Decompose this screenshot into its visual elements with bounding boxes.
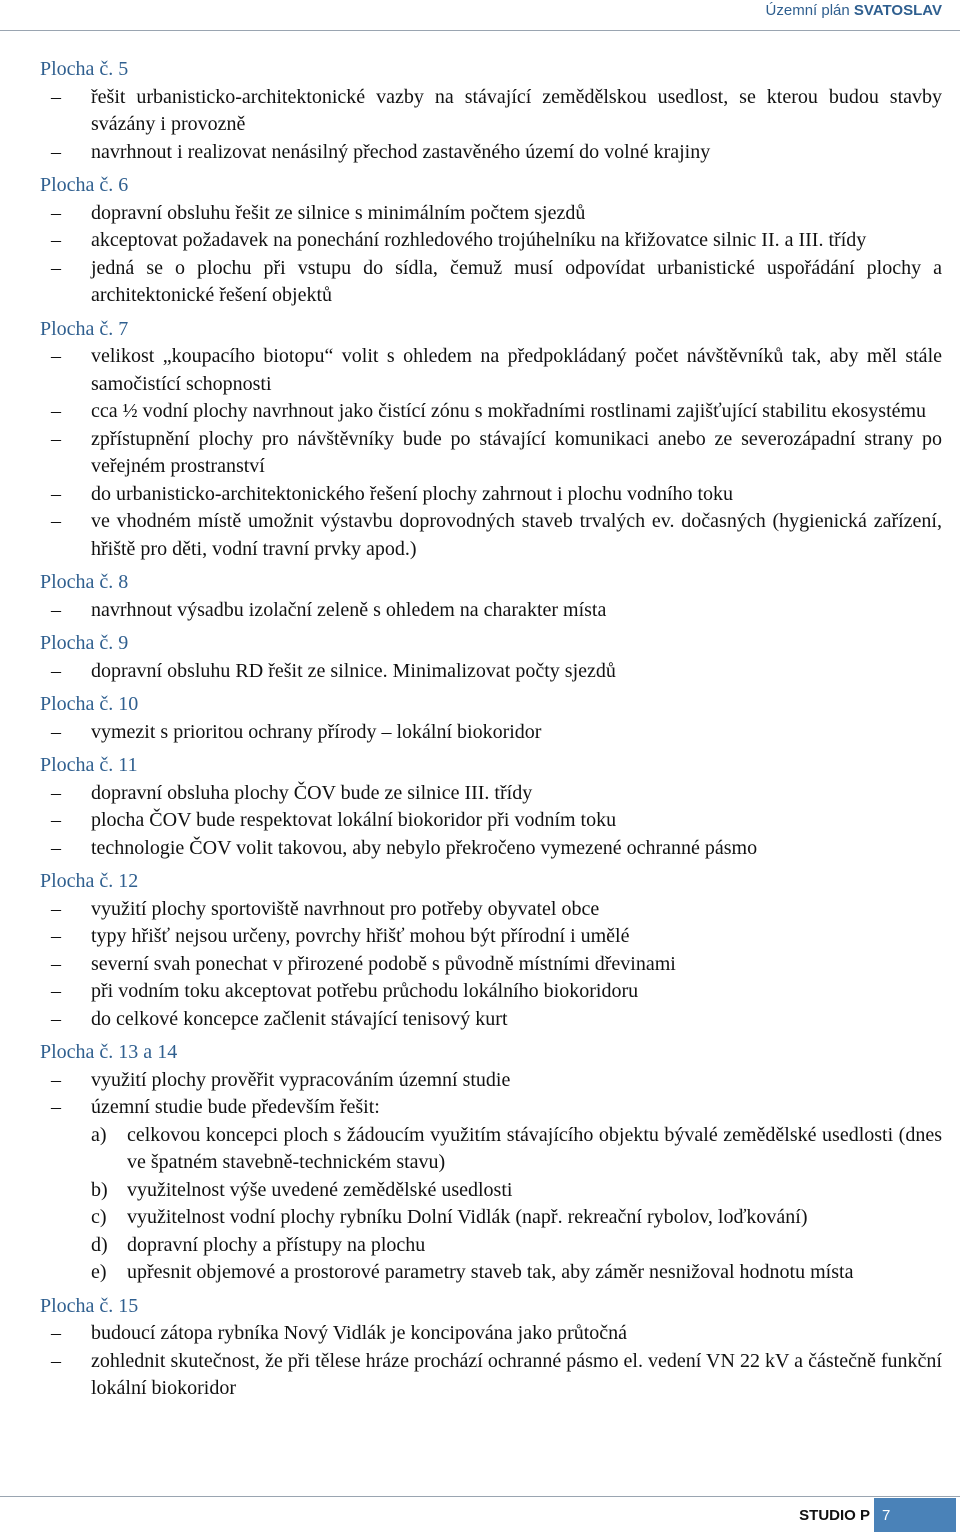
list-item-text: dopravní obsluhu RD řešit ze silnice. Minimalizovat počty sjezdů	[91, 659, 616, 682]
dash-bullet-icon: –	[51, 201, 61, 224]
list-item	[40, 139, 942, 167]
list-item	[40, 1320, 942, 1348]
list-item	[40, 398, 942, 426]
section-title: Plocha č. 13 a 14	[40, 1041, 178, 1063]
list-item	[40, 951, 942, 979]
dash-bullet-icon: –	[51, 980, 61, 1002]
list-item-text: do celkové koncepce začlenit stávající tenisový kurt	[91, 1007, 508, 1030]
page-number: 7	[874, 1498, 956, 1532]
list-item	[40, 658, 942, 686]
list-item-text: zohlednit skutečnost, že při tělese hráze prochází ochranné pásmo el. vedení VN 22 kV a částečně funkční lokální biokoridor	[91, 1349, 942, 1399]
dash-bullet-icon: –	[51, 781, 61, 804]
sub-list-text: využitelnost výše uvedené zemědělské usedlosti	[127, 1178, 513, 1201]
section-title: Plocha č. 5	[40, 58, 129, 80]
list-item-text: využití plochy sportoviště navrhnout pro potřeby obyvatel obce	[91, 897, 600, 920]
list-item	[40, 255, 942, 310]
list-item-text: řešit urbanisticko-architektonické vazby na stávající zemědělskou usedlost, se kterou budou stavby svázány i provozně	[91, 85, 942, 135]
list-item	[40, 200, 942, 228]
list-item	[40, 227, 942, 255]
sub-list-item	[40, 1204, 942, 1232]
section-title: Plocha č. 12	[40, 870, 139, 892]
list-item-text: velikost „koupacího biotopu“ volit s ohledem na předpokládaný počet návštěvníků tak, aby měl stále samočistící schopnosti	[91, 345, 942, 395]
list-item-text: územní studie bude především řešit:	[91, 1096, 380, 1118]
list-item	[40, 1094, 942, 1122]
sub-list-text: dopravní plochy a přístupy na plochu	[127, 1233, 426, 1256]
list-item-text: dopravní obsluhu řešit ze silnice s minimálním počtem sjezdů	[91, 201, 586, 224]
list-item	[40, 597, 942, 625]
sub-list-item	[40, 1259, 942, 1287]
section-title: Plocha č. 8	[40, 571, 129, 593]
list-item-text: jedná se o plochu při vstupu do sídla, čemuž musí odpovídat urbanistické uspořádání plochy a architektonické řešení objektů	[91, 256, 942, 306]
dash-bullet-icon: –	[51, 809, 61, 831]
dash-bullet-icon: –	[51, 659, 61, 682]
sub-list-label: b)	[91, 1178, 108, 1201]
list-item-text: technologie ČOV volit takovou, aby nebylo překročeno vymezené ochranné pásmo	[91, 836, 758, 859]
list-item	[40, 807, 942, 835]
footer	[788, 1498, 956, 1532]
dash-bullet-icon: –	[51, 1096, 61, 1118]
list-item-text: cca ½ vodní plochy navrhnout jako čistící zónu s mokřadními rostlinami zajišťující stabilitu ekosystému	[91, 400, 927, 422]
list-item	[40, 923, 942, 951]
dash-bullet-icon: –	[51, 1349, 61, 1372]
sub-list-text: upřesnit objemové a prostorové parametry staveb tak, aby záměr nesnižoval hodnotu místa	[127, 1261, 854, 1283]
header-title-prefix: Územní plán	[765, 2, 850, 19]
sub-list-text: celkovou koncepci ploch s žádoucím využitím stávajícího objektu bývalé zemědělské usedlosti (dnes ve špatném stavebně-technickém stavu)	[127, 1123, 942, 1173]
dash-bullet-icon: –	[51, 229, 61, 251]
list-item-text: budoucí zátopa rybníka Nový Vidlák je koncipována jako průtočná	[91, 1322, 628, 1344]
dash-bullet-icon: –	[51, 897, 61, 920]
list-item	[40, 896, 942, 924]
sub-list-label: d)	[91, 1233, 108, 1256]
section-title: Plocha č. 11	[40, 754, 138, 776]
list-item-text: ve vhodném místě umožnit výstavbu doprovodných staveb trvalých ev. dočasných (hygienická zařízení, hřiště pro děti, vodní travní prvky apod.)	[91, 510, 942, 560]
list-item-text: využití plochy prověřit vypracováním územní studie	[91, 1068, 511, 1091]
list-item	[40, 978, 942, 1006]
dash-bullet-icon: –	[51, 952, 61, 975]
dash-bullet-icon: –	[51, 400, 61, 422]
dash-bullet-icon: –	[51, 1007, 61, 1030]
list-item	[40, 1348, 942, 1403]
header-title	[766, 2, 942, 19]
footer-studio-label: STUDIO P	[788, 1498, 874, 1532]
dash-bullet-icon: –	[51, 836, 61, 859]
list-item	[40, 84, 942, 139]
sub-list-item	[40, 1177, 942, 1205]
list-item	[40, 835, 942, 863]
list-item	[40, 780, 942, 808]
section-title: Plocha č. 7	[40, 317, 129, 340]
header-divider	[0, 30, 960, 31]
dash-bullet-icon: –	[51, 510, 61, 532]
header-title-brand: SVATOSLAV	[853, 2, 942, 19]
sub-list-text: využitelnost vodní plochy rybníku Dolní Vidlák (např. rekreační rybolov, loďkování)	[127, 1206, 808, 1228]
document-body	[40, 56, 942, 1403]
dash-bullet-icon: –	[51, 482, 61, 505]
list-item-text: typy hřišť nejsou určeny, povrchy hřišť mohou být přírodní i umělé	[91, 925, 630, 947]
list-item-text: zpřístupnění plochy pro návštěvníky bude po stávající komunikaci anebo ze severozápadní strany po veřejném prostranství	[91, 427, 942, 477]
sub-list-label: c)	[91, 1206, 107, 1228]
list-item	[40, 343, 942, 398]
list-item	[40, 481, 942, 509]
list-item	[40, 426, 942, 481]
section-title: Plocha č. 10	[40, 693, 139, 715]
section-title: Plocha č. 15	[40, 1294, 139, 1317]
sub-list-item	[40, 1122, 942, 1177]
dash-bullet-icon: –	[51, 140, 61, 163]
list-item-text: akceptovat požadavek na ponechání rozhledového trojúhelníku na křižovatce silnic II. a III. třídy	[91, 229, 867, 251]
section-title: Plocha č. 6	[40, 174, 129, 196]
footer-divider	[0, 1496, 960, 1497]
list-item-text: do urbanisticko-architektonického řešení plochy zahrnout i plochu vodního toku	[91, 482, 734, 505]
list-item	[40, 1067, 942, 1095]
sub-list-label: e)	[91, 1261, 107, 1283]
section-title: Plocha č. 9	[40, 632, 129, 654]
dash-bullet-icon: –	[51, 345, 61, 367]
list-item-text: plocha ČOV bude respektovat lokální biokoridor při vodním toku	[91, 809, 617, 831]
list-item	[40, 508, 942, 563]
dash-bullet-icon: –	[51, 720, 61, 743]
list-item-text: severní svah ponechat v přirozené podobě s původně místními dřevinami	[91, 952, 676, 975]
list-item	[40, 719, 942, 747]
list-item-text: vymezit s prioritou ochrany přírody – lokální biokoridor	[91, 720, 542, 743]
dash-bullet-icon: –	[51, 925, 61, 947]
dash-bullet-icon: –	[51, 1068, 61, 1091]
dash-bullet-icon: –	[51, 256, 61, 279]
list-item-text: navrhnout i realizovat nenásilný přechod zastavěného území do volné krajiny	[91, 140, 711, 163]
sub-list-item	[40, 1232, 942, 1260]
dash-bullet-icon: –	[51, 85, 61, 108]
list-item-text: navrhnout výsadbu izolační zeleně s ohledem na charakter místa	[91, 598, 607, 621]
list-item-text: při vodním toku akceptovat potřebu průchodu lokálního biokoridoru	[91, 980, 639, 1002]
list-item-text: dopravní obsluha plochy ČOV bude ze silnice III. třídy	[91, 781, 533, 804]
dash-bullet-icon: –	[51, 1322, 61, 1344]
dash-bullet-icon: –	[51, 427, 61, 450]
dash-bullet-icon: –	[51, 598, 61, 621]
sub-list-label: a)	[91, 1123, 107, 1146]
list-item	[40, 1006, 942, 1034]
